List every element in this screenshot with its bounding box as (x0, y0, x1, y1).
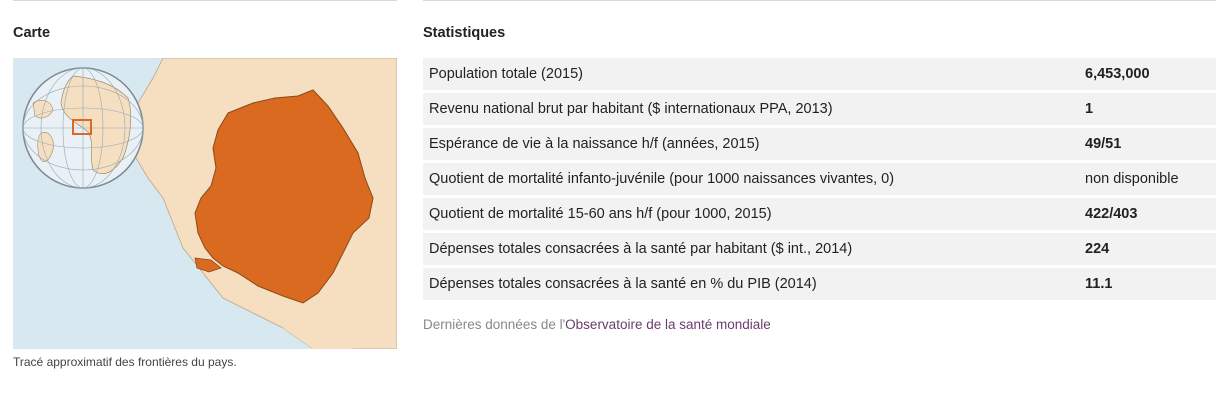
map-image (13, 58, 397, 349)
stat-value: 224 (1079, 233, 1216, 268)
map-column (13, 0, 397, 369)
stat-label: Population totale (2015) (423, 58, 1079, 93)
stat-label: Quotient de mortalité 15-60 ans h/f (pour 1000, 2015) (423, 198, 1079, 233)
table-row (423, 268, 1216, 303)
globe-inset-icon (23, 68, 143, 188)
stat-label: Dépenses totales consacrées à la santé par habitant ($ int., 2014) (423, 233, 1079, 268)
table-row (423, 163, 1216, 198)
table-row (423, 198, 1216, 233)
divider (13, 0, 397, 1)
stat-label: Espérance de vie à la naissance h/f (années, 2015) (423, 128, 1079, 163)
stat-value: 422/403 (1079, 198, 1216, 233)
table-row (423, 58, 1216, 93)
stats-column (423, 0, 1216, 332)
stat-value: non disponible (1079, 163, 1216, 198)
stat-value: 49/51 (1079, 128, 1216, 163)
country-map (13, 58, 397, 349)
source-link[interactable]: Observatoire de la santé mondiale (565, 317, 771, 332)
divider (423, 0, 1216, 1)
stat-label: Dépenses totales consacrées à la santé en % du PIB (2014) (423, 268, 1079, 303)
table-row (423, 93, 1216, 128)
source-prefix: Dernières données de l' (423, 317, 566, 332)
table-row (423, 128, 1216, 163)
map-title: Carte (13, 25, 51, 41)
stats-table (423, 58, 1216, 303)
map-caption: Tracé approximatif des frontières du pays. (13, 355, 237, 369)
stat-value: 6,453,000 (1079, 58, 1216, 93)
source-note (423, 317, 771, 332)
stat-label: Quotient de mortalité infanto-juvénile (pour 1000 naissances vivantes, 0) (423, 163, 1079, 198)
stat-value: 1 (1079, 93, 1216, 128)
stat-value: 11.1 (1079, 268, 1216, 303)
stats-title: Statistiques (423, 25, 506, 41)
stat-label: Revenu national brut par habitant ($ internationaux PPA, 2013) (423, 93, 1079, 128)
table-row (423, 233, 1216, 268)
